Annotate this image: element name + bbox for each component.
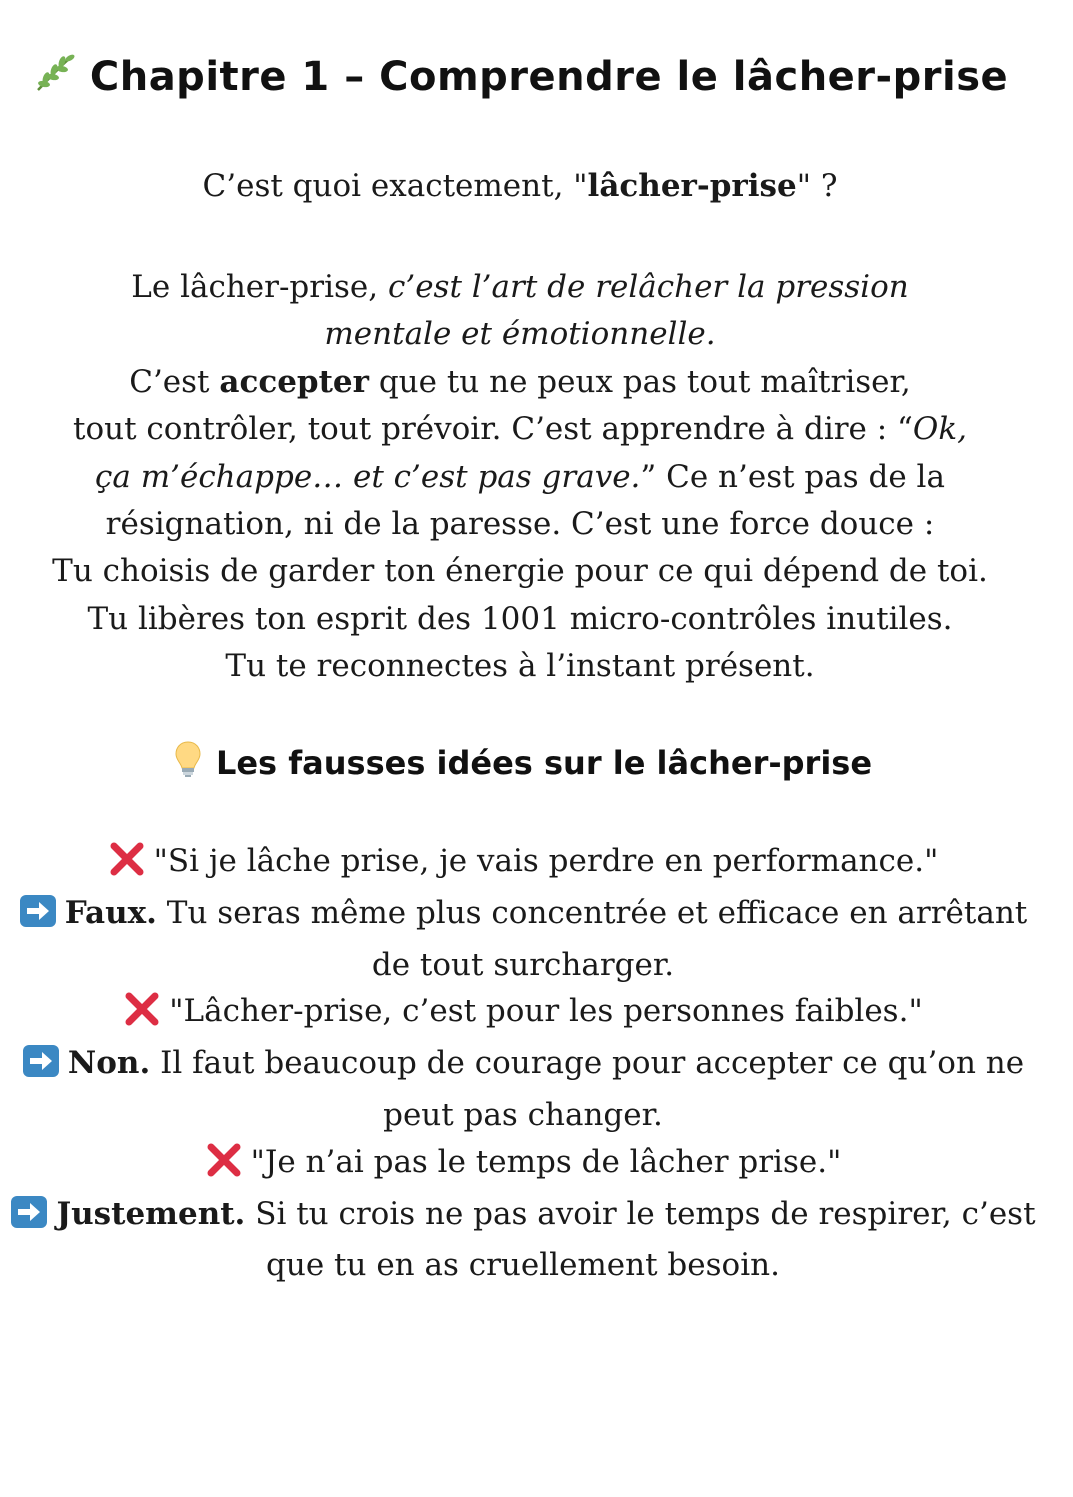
answer-line bbox=[0, 1191, 1046, 1243]
misconceptions-list bbox=[0, 838, 1046, 1289]
definition-line: résignation, ni de la paresse. C’est une force douce : bbox=[105, 506, 935, 543]
cross-mark-icon bbox=[123, 992, 161, 1040]
myth-text: "Si je lâche prise, je vais perdre en performance." bbox=[153, 843, 939, 879]
answer-text: Tu seras même plus concentrée et efficace en arrêtant bbox=[156, 894, 1028, 931]
lightbulb-icon bbox=[174, 740, 202, 786]
misconceptions-heading-text: Les fausses idées sur le lâcher-prise bbox=[215, 744, 873, 782]
definition-line: Tu libères ton esprit des 1001 micro-contrôles inutiles. bbox=[87, 600, 953, 637]
definition-line bbox=[0, 359, 1040, 406]
right-arrow-icon bbox=[19, 894, 57, 942]
misconceptions-heading bbox=[0, 740, 1046, 786]
answer-line bbox=[0, 1040, 1046, 1092]
definition-text: que tu ne peux pas tout maîtriser, bbox=[368, 363, 911, 400]
leaf-icon bbox=[32, 52, 76, 104]
answer-line: de tout surcharger. bbox=[371, 946, 675, 983]
definition-line bbox=[0, 406, 1040, 453]
definition-italic: mentale et émotionnelle. bbox=[324, 316, 716, 353]
answer-line: que tu en as cruellement besoin. bbox=[266, 1247, 780, 1284]
question-line bbox=[0, 168, 1040, 204]
question-suffix: " ? bbox=[796, 168, 838, 204]
answer-verdict: Justement. bbox=[56, 1195, 246, 1232]
right-arrow-icon bbox=[22, 1044, 60, 1092]
answer-verdict: Faux. bbox=[64, 894, 157, 931]
definition-text: tout contrôler, tout prévoir. C’est apprendre à dire : “ bbox=[73, 411, 913, 448]
definition-italic: Ok, bbox=[912, 411, 967, 448]
myth-text: "Je n’ai pas le temps de lâcher prise." bbox=[250, 1143, 842, 1180]
definition-text: Le lâcher-prise, bbox=[131, 269, 388, 305]
definition-line bbox=[0, 454, 1040, 501]
definition-line: Tu te reconnectes à l’instant présent. bbox=[225, 648, 815, 685]
question-prefix: C’est quoi exactement, " bbox=[202, 168, 588, 204]
chapter-title-text: Chapitre 1 – Comprendre le lâcher-prise bbox=[89, 54, 1009, 100]
question-term: lâcher-prise bbox=[587, 168, 797, 204]
definition-italic: c’est l’art de relâcher la pression bbox=[387, 269, 909, 305]
myth-line bbox=[0, 838, 1046, 890]
definition-text: C’est bbox=[129, 363, 220, 400]
answer-text: Il faut beaucoup de courage pour accepter ce qu’on ne bbox=[150, 1045, 1025, 1082]
answer-text: Si tu crois ne pas avoir le temps de respirer, c’est bbox=[245, 1195, 1036, 1232]
myth-line bbox=[0, 988, 1046, 1040]
definition-text: ” Ce n’est pas de la bbox=[640, 458, 945, 495]
definition-line bbox=[0, 311, 1040, 358]
definition-line: Tu choisis de garder ton énergie pour ce qui dépend de toi. bbox=[52, 553, 988, 590]
chapter-title bbox=[0, 52, 1040, 104]
answer-line bbox=[0, 890, 1046, 942]
definition-italic: ça m’échappe… et c’est pas grave. bbox=[95, 458, 641, 495]
myth-line bbox=[0, 1139, 1046, 1191]
right-arrow-icon bbox=[10, 1195, 48, 1243]
cross-mark-icon bbox=[108, 842, 146, 890]
definition-line bbox=[0, 264, 1040, 311]
myth-text: "Lâcher-prise, c’est pour les personnes faibles." bbox=[169, 993, 923, 1030]
answer-line: peut pas changer. bbox=[383, 1096, 663, 1133]
definition-bold: accepter bbox=[219, 363, 369, 400]
answer-verdict: Non. bbox=[67, 1045, 151, 1082]
definition-paragraph bbox=[0, 264, 1040, 691]
cross-mark-icon bbox=[205, 1143, 243, 1191]
